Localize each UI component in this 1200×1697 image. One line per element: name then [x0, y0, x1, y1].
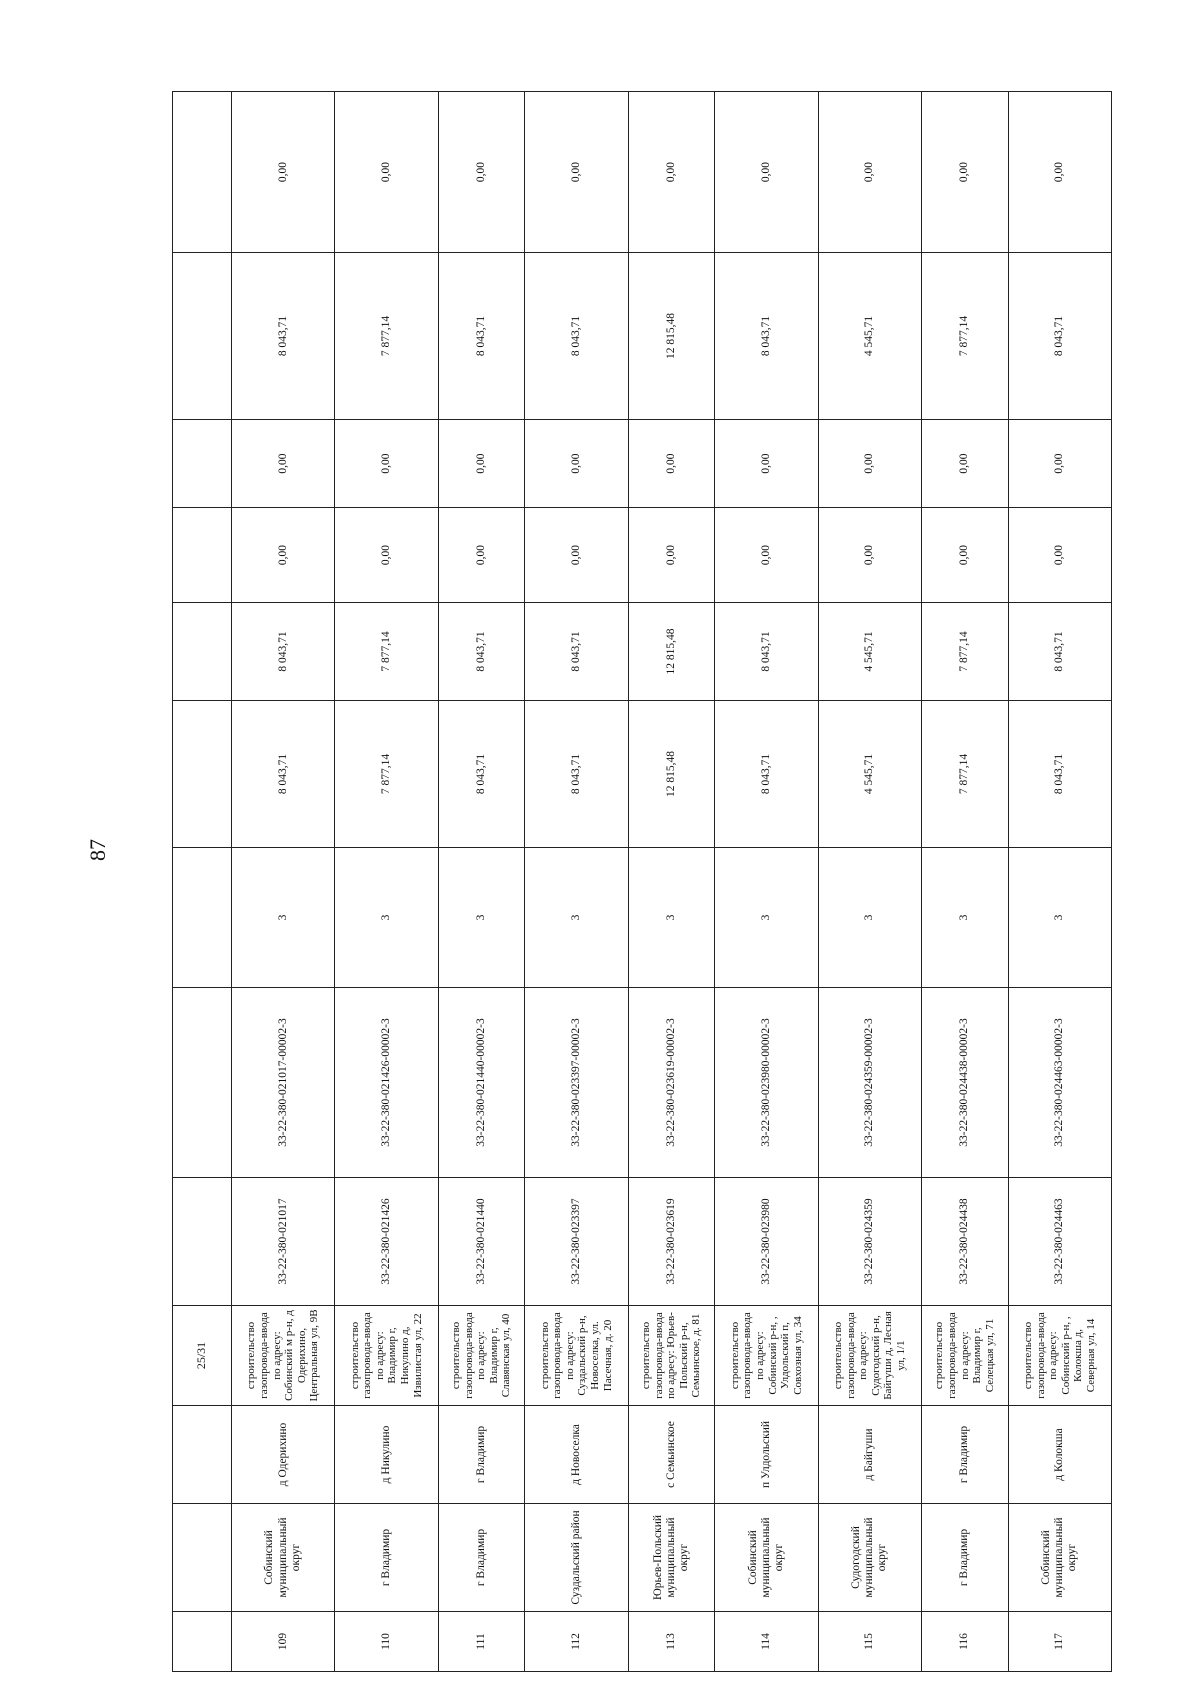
municipality-cell: Судогодский муниципальный округ [818, 1504, 921, 1612]
amount-cell: 0,00 [628, 92, 715, 253]
header-cell [173, 848, 232, 988]
amount-cell: 0,00 [921, 420, 1008, 508]
amount-cell: 0,00 [715, 508, 818, 603]
cadastral-quarter-cell: 33-22-380-021440 [438, 1178, 525, 1306]
amount-cell: 7 877,14 [335, 603, 438, 701]
category-cell: 3 [438, 848, 525, 988]
header-cell [173, 1178, 232, 1306]
amount-cell: 0,00 [715, 420, 818, 508]
amount-cell: 8 043,71 [715, 603, 818, 701]
table-row [628, 92, 715, 1672]
description-cell: строительство газопровода-ввода по адресу: Владимир г, Славянская ул, 40 [438, 1306, 525, 1406]
amount-cell: 0,00 [335, 420, 438, 508]
page-number: 87 [85, 839, 110, 861]
amount-cell: 8 043,71 [438, 701, 525, 848]
amount-cell: 0,00 [438, 92, 525, 253]
description-cell: строительство газопровода-ввода по адресу: Владимир г, Селецкая ул, 71 [921, 1306, 1008, 1406]
description-cell: строительство газопровода-ввода по адресу: Собинский р-н, , Колокша д, Северная ул, 14 [1008, 1306, 1111, 1406]
row-number-cell: 109 [232, 1612, 335, 1672]
cadastral-quarter-cell: 33-22-380-021017 [232, 1178, 335, 1306]
locality-cell: д Колокша [1008, 1406, 1111, 1504]
object-id-cell: 33-22-380-023397-00002-3 [525, 988, 628, 1178]
amount-cell: 0,00 [438, 420, 525, 508]
municipality-cell: г Владимир [921, 1504, 1008, 1612]
row-number-cell: 116 [921, 1612, 1008, 1672]
object-id-cell: 33-22-380-024359-00002-3 [818, 988, 921, 1178]
amount-cell: 0,00 [921, 92, 1008, 253]
amount-cell: 8 043,71 [232, 701, 335, 848]
amount-cell: 8 043,71 [1008, 253, 1111, 420]
row-number-cell: 113 [628, 1612, 715, 1672]
row-number-cell: 115 [818, 1612, 921, 1672]
amount-cell: 4 545,71 [818, 701, 921, 848]
amount-cell: 8 043,71 [1008, 701, 1111, 848]
amount-cell: 8 043,71 [232, 253, 335, 420]
cadastral-quarter-cell: 33-22-380-024359 [818, 1178, 921, 1306]
table-header-row [173, 92, 232, 1672]
amount-cell: 12 815,48 [628, 253, 715, 420]
amount-cell: 0,00 [628, 420, 715, 508]
amount-cell: 4 545,71 [818, 253, 921, 420]
header-cell [173, 1406, 232, 1504]
cadastral-quarter-cell: 33-22-380-023980 [715, 1178, 818, 1306]
category-cell: 3 [628, 848, 715, 988]
header-cell [173, 420, 232, 508]
amount-cell: 0,00 [232, 92, 335, 253]
amount-cell: 12 815,48 [628, 603, 715, 701]
category-cell: 3 [232, 848, 335, 988]
category-cell: 3 [818, 848, 921, 988]
table-row [438, 92, 525, 1672]
category-cell: 3 [715, 848, 818, 988]
header-cell [173, 988, 232, 1178]
amount-cell: 0,00 [818, 92, 921, 253]
amount-cell: 0,00 [818, 508, 921, 603]
header-cell [173, 1504, 232, 1612]
locality-cell: д Одерихино [232, 1406, 335, 1504]
municipality-cell: г Владимир [438, 1504, 525, 1612]
rotated-table-container [172, 92, 1112, 1672]
header-cell [173, 92, 232, 253]
object-id-cell: 33-22-380-021017-00002-3 [232, 988, 335, 1178]
amount-cell: 8 043,71 [715, 701, 818, 848]
amount-cell: 0,00 [1008, 508, 1111, 603]
row-number-cell: 110 [335, 1612, 438, 1672]
header-cell [173, 508, 232, 603]
municipality-cell: Собинский муниципальный округ [1008, 1504, 1111, 1612]
description-cell: строительство газопровода-ввода по адресу: Судогодский р-н, Байгуши д, Лесная ул, 1/1 [818, 1306, 921, 1406]
description-cell: строительство газопровода-ввода по адресу: Суздальский р-н, Новоселка, ул. Пасечная, д. 20 [525, 1306, 628, 1406]
table-row [525, 92, 628, 1672]
municipality-cell: Собинский муниципальный округ [232, 1504, 335, 1612]
amount-cell: 4 545,71 [818, 603, 921, 701]
category-cell: 3 [525, 848, 628, 988]
amount-cell: 0,00 [1008, 92, 1111, 253]
amount-cell: 0,00 [438, 508, 525, 603]
amount-cell: 12 815,48 [628, 701, 715, 848]
amount-cell: 8 043,71 [525, 603, 628, 701]
amount-cell: 0,00 [525, 92, 628, 253]
locality-cell: д Новоселка [525, 1406, 628, 1504]
amount-cell: 7 877,14 [335, 701, 438, 848]
category-cell: 3 [1008, 848, 1111, 988]
cadastral-quarter-cell: 33-22-380-023619 [628, 1178, 715, 1306]
object-id-cell: 33-22-380-024438-00002-3 [921, 988, 1008, 1178]
amount-cell: 8 043,71 [525, 701, 628, 848]
amount-cell: 0,00 [232, 508, 335, 603]
row-number-cell: 114 [715, 1612, 818, 1672]
table-row [818, 92, 921, 1672]
category-cell: 3 [335, 848, 438, 988]
description-cell: строительство газопровода-ввода по адресу: Собинский р-н, , Улдольский п, Совхозная ул, 34 [715, 1306, 818, 1406]
table-row [715, 92, 818, 1672]
amount-cell: 7 877,14 [921, 253, 1008, 420]
gas-connection-table [172, 91, 1112, 1672]
amount-cell: 8 043,71 [438, 253, 525, 420]
amount-cell: 0,00 [1008, 420, 1111, 508]
cadastral-quarter-cell: 33-22-380-023397 [525, 1178, 628, 1306]
locality-cell: г Владимир [921, 1406, 1008, 1504]
row-number-cell: 112 [525, 1612, 628, 1672]
amount-cell: 8 043,71 [232, 603, 335, 701]
object-id-cell: 33-22-380-024463-00002-3 [1008, 988, 1111, 1178]
object-id-cell: 33-22-380-023619-00002-3 [628, 988, 715, 1178]
header-cell [173, 1612, 232, 1672]
amount-cell: 0,00 [921, 508, 1008, 603]
description-cell: строительство газопровода-ввода по адресу: Владимир г, Никулино д, Извилистая ул, 22 [335, 1306, 438, 1406]
locality-cell: п Улдольский [715, 1406, 818, 1504]
amount-cell: 0,00 [525, 508, 628, 603]
cadastral-quarter-cell: 33-22-380-021426 [335, 1178, 438, 1306]
locality-cell: д Никулино [335, 1406, 438, 1504]
amount-cell: 0,00 [525, 420, 628, 508]
municipality-cell: Суздальский район [525, 1504, 628, 1612]
amount-cell: 8 043,71 [525, 253, 628, 420]
row-number-cell: 117 [1008, 1612, 1111, 1672]
amount-cell: 0,00 [335, 92, 438, 253]
amount-cell: 0,00 [232, 420, 335, 508]
amount-cell: 0,00 [715, 92, 818, 253]
municipality-cell: г Владимир [335, 1504, 438, 1612]
header-cell [173, 701, 232, 848]
locality-cell: г Владимир [438, 1406, 525, 1504]
description-cell: строительство газопровода-ввода по адресу: Собинский м р-н, д Одерихино, Центральная ул, 9В [232, 1306, 335, 1406]
municipality-cell: Собинский муниципальный округ [715, 1504, 818, 1612]
object-id-cell: 33-22-380-021426-00002-3 [335, 988, 438, 1178]
header-cell [173, 603, 232, 701]
description-cell: строительство газопровода-ввода по адресу: Юрьев-Польский р-н, Семьинское, д. 81 [628, 1306, 715, 1406]
amount-cell: 7 877,14 [921, 701, 1008, 848]
amount-cell: 8 043,71 [715, 253, 818, 420]
amount-cell: 8 043,71 [1008, 603, 1111, 701]
row-number-cell: 111 [438, 1612, 525, 1672]
amount-cell: 8 043,71 [438, 603, 525, 701]
amount-cell: 7 877,14 [921, 603, 1008, 701]
table-row [921, 92, 1008, 1672]
amount-cell: 7 877,14 [335, 253, 438, 420]
amount-cell: 0,00 [818, 420, 921, 508]
municipality-cell: Юрьев-Польский муниципальный округ [628, 1504, 715, 1612]
table-row [335, 92, 438, 1672]
cadastral-quarter-cell: 33-22-380-024438 [921, 1178, 1008, 1306]
header-cell [173, 253, 232, 420]
header-note: 25/31 [173, 1306, 232, 1406]
amount-cell: 0,00 [335, 508, 438, 603]
object-id-cell: 33-22-380-023980-00002-3 [715, 988, 818, 1178]
table-row [1008, 92, 1111, 1672]
object-id-cell: 33-22-380-021440-00002-3 [438, 988, 525, 1178]
locality-cell: д Байгуши [818, 1406, 921, 1504]
category-cell: 3 [921, 848, 1008, 988]
amount-cell: 0,00 [628, 508, 715, 603]
cadastral-quarter-cell: 33-22-380-024463 [1008, 1178, 1111, 1306]
table-row [232, 92, 335, 1672]
locality-cell: с Семьинское [628, 1406, 715, 1504]
